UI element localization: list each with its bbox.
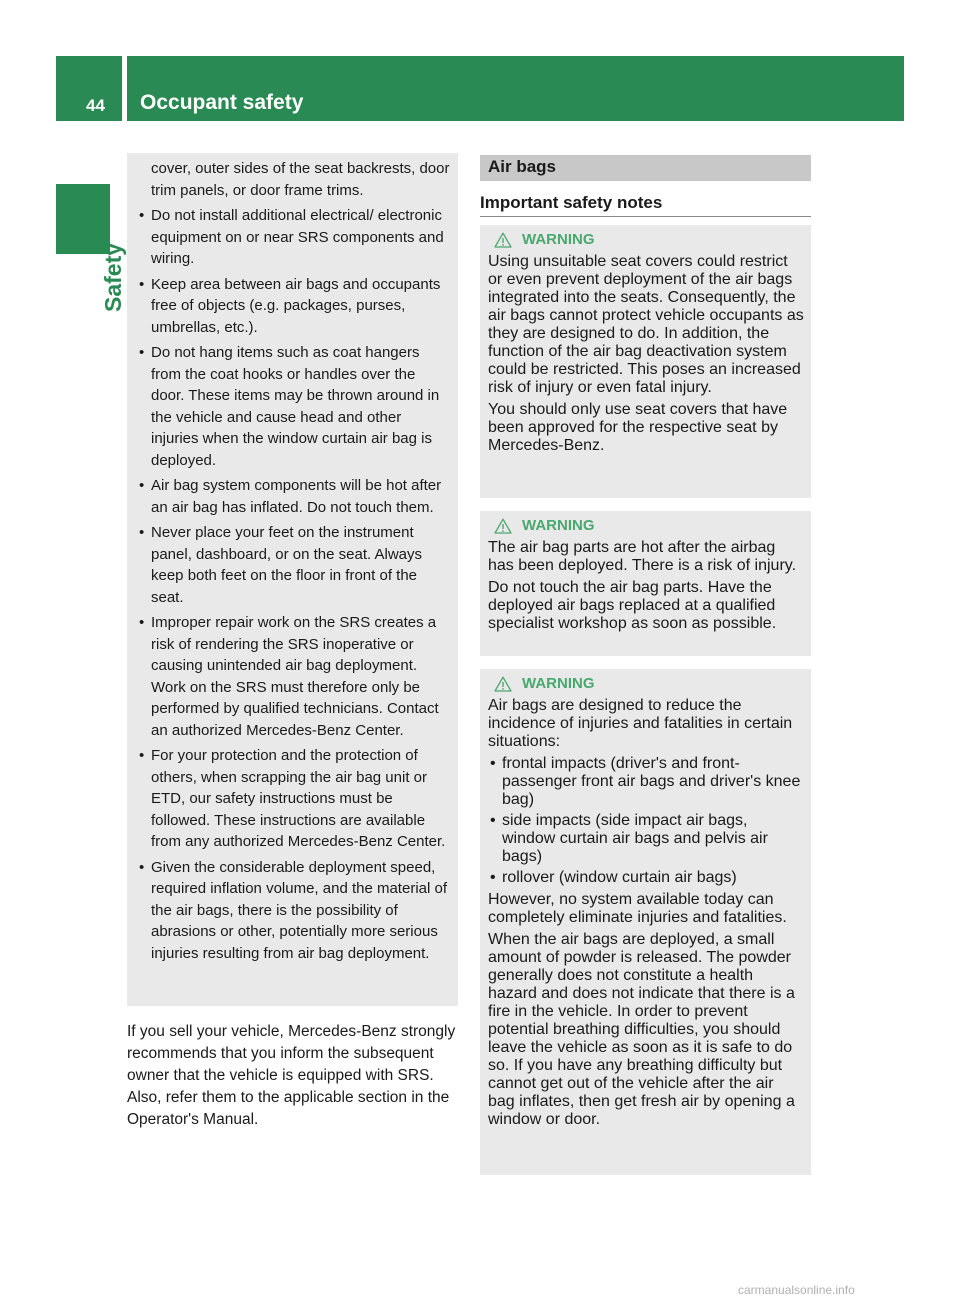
warning-text: However, no system available today can completely eliminate injuries and fatalities.: [488, 891, 787, 926]
warning-label: WARNING: [522, 517, 595, 534]
warning-triangle-icon: [494, 232, 512, 248]
list-item: • rollover (window curtain air bags): [490, 869, 804, 887]
warning-text: Do not touch the air bag parts. Have the deployed air bags replaced at a qualified specialist workshop as soon as possible.: [488, 579, 777, 632]
impact-list: [488, 755, 804, 887]
list-item: • Do not install additional electrical/ electronic equipment on or near SRS components and wiring.: [139, 205, 451, 270]
page-title: Occupant safety: [140, 91, 304, 114]
safety-list: [139, 205, 451, 964]
safety-notes-continued: [127, 153, 458, 1006]
list-item: • side impacts (side impact air bags, window curtain air bags and pelvis air bags): [490, 812, 804, 866]
warning-triangle-icon: [494, 518, 512, 534]
warning-triangle-icon: [494, 676, 512, 692]
list-item: • Air bag system components will be hot after an air bag has inflated. Do not touch them.: [139, 475, 451, 518]
continued-text: cover, outer sides of the seat backrests, door trim panels, or door frame trims.: [151, 160, 450, 199]
heading-divider: [480, 216, 811, 217]
warning-box-seat-covers: [480, 225, 811, 498]
list-item: • Keep area between air bags and occupants free of objects (e.g. packages, purses, umbrellas, etc.).: [139, 274, 451, 339]
warning-header: [494, 517, 804, 534]
warning-text: You should only use seat covers that have been approved for the respective seat by Mercedes-Benz.: [488, 401, 788, 454]
warning-text: Using unsuitable seat covers could restrict or even prevent deployment of the air bags integrated into the seats. Consequently, the air bags cannot protect vehicle occupants as they are designed to do. In addition, the function of the air bag deactivation system could be restricted. This poses an increased risk of injury or even fatal injury.: [488, 253, 804, 396]
warning-box-hot-parts: [480, 511, 811, 656]
warning-text: When the air bags are deployed, a small amount of powder is released. The powder generally does not constitute a health hazard and does not indicate that there is a fire in the vehicle. In order to prevent potential breathing difficulties, you should leave the vehicle as soon as it is safe to do so. If you have any breathing difficulty but cannot get out of the vehicle after the air bag inflates, then get fresh air by opening a window or door.: [488, 931, 795, 1128]
list-item: • For your protection and the protection of others, when scrapping the air bag unit or ETD, our safety instructions must be followed. These instructions are available from any authorized Mercedes-Benz Center.: [139, 745, 451, 853]
warning-text: Air bags are designed to reduce the incidence of injuries and fatalities in certain situations:: [488, 697, 793, 750]
list-item: • Do not hang items such as coat hangers from the coat hooks or handles over the door. These items may be thrown around in the vehicle and cause head and other injuries when the window curtain air bag is deployed.: [139, 342, 451, 471]
list-item: • Given the considerable deployment speed, required inflation volume, and the material of the air bags, there is the possibility of abrasions or other, potentially more serious injuries resulting from air bag deployment.: [139, 857, 451, 965]
list-item: • frontal impacts (driver's and front-passenger front air bags and driver's knee bag): [490, 755, 804, 809]
subheading: Important safety notes: [480, 193, 663, 212]
list-item: • Improper repair work on the SRS creates a risk of rendering the SRS inoperative or causing unintended air bag deployment. Work on the SRS must therefore only be performed by qualified technicians. Contact an authorized Mercedes-Benz Center.: [139, 612, 451, 741]
warning-box-deployment: [480, 669, 811, 1175]
section-heading: Air bags: [480, 155, 811, 181]
side-tab-label: Safety: [100, 242, 126, 312]
body-paragraph: If you sell your vehicle, Mercedes-Benz strongly recommends that you inform the subsequent owner that the vehicle is equipped with SRS. Also, refer them to the applicable section in the Operator's Manual.: [127, 1023, 456, 1128]
watermark: carmanualsonline.info: [738, 1283, 855, 1297]
warning-label: WARNING: [522, 675, 595, 692]
list-item: • Never place your feet on the instrument panel, dashboard, or on the seat. Always keep both feet on the floor in front of the seat.: [139, 522, 451, 608]
warning-header: [494, 231, 804, 248]
warning-header: [494, 675, 804, 692]
warning-label: WARNING: [522, 231, 595, 248]
warning-text: The air bag parts are hot after the airbag has been deployed. There is a risk of injury.: [488, 539, 797, 574]
page-number: 44: [86, 96, 105, 115]
